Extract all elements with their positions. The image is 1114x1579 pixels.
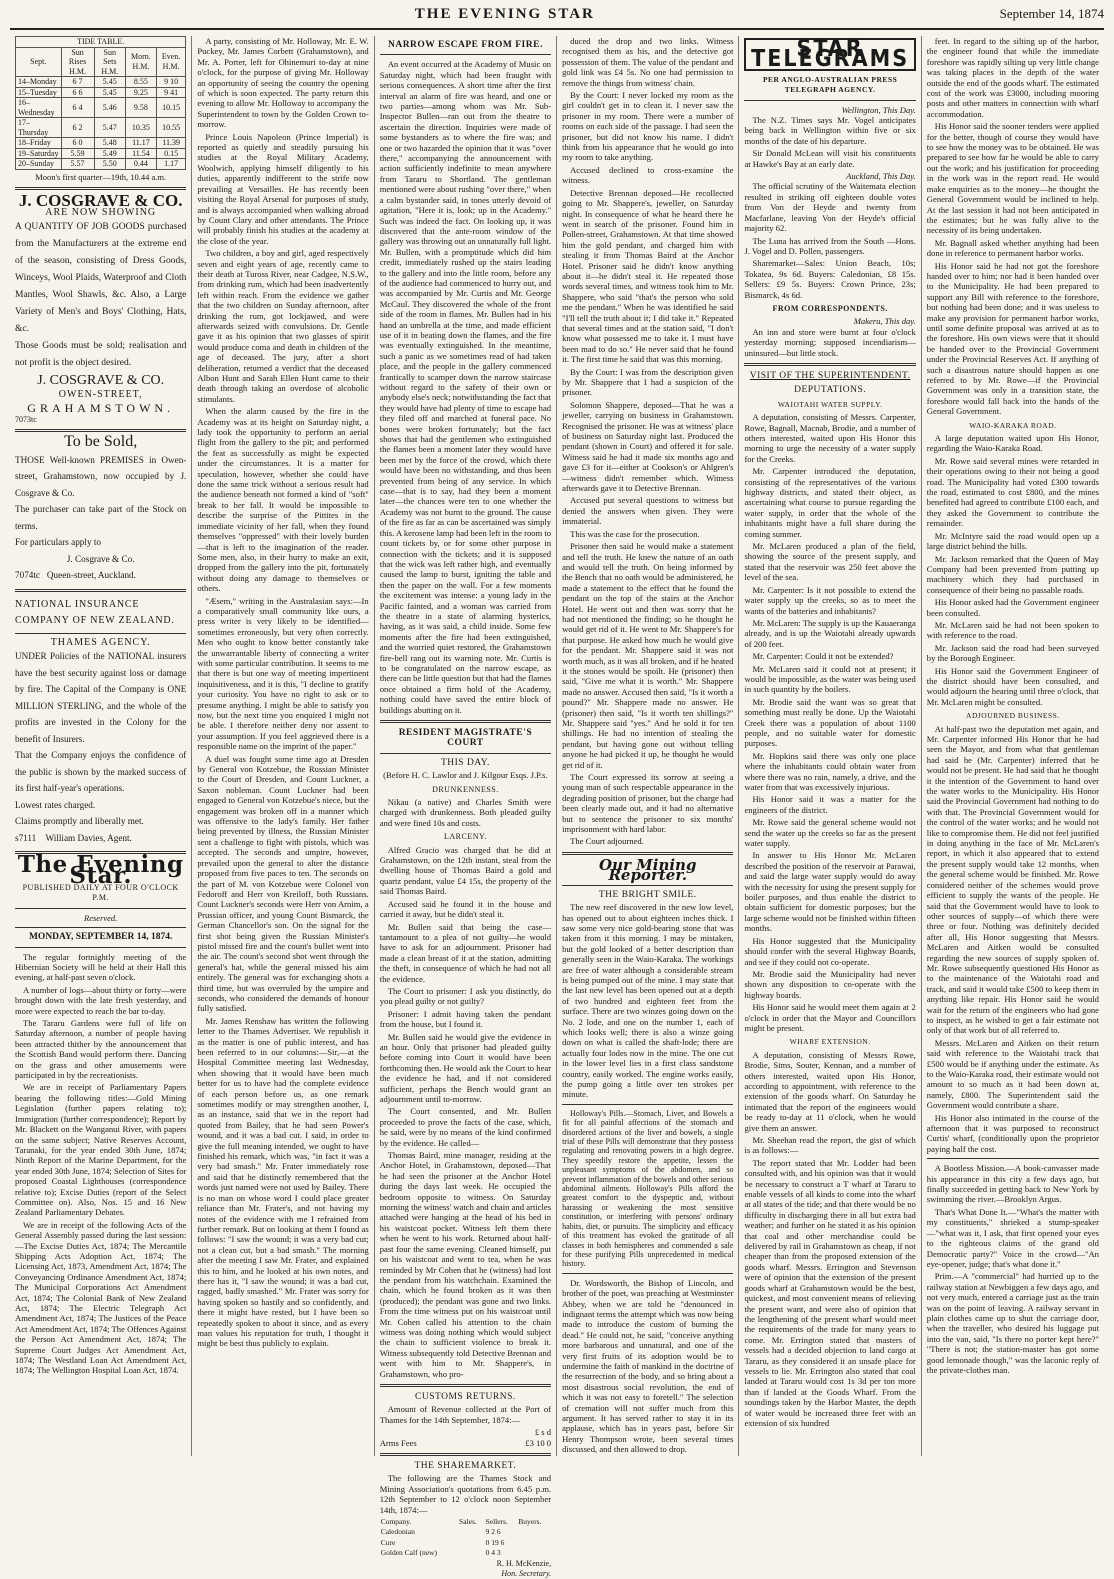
article-paragraph: Mr. Carpenter: Is it not possible to extend the water supply up the creeks, so as to meet the wants of the batteries and inhabitants? — [744, 584, 916, 616]
flag-title: The Evening Star. — [17, 851, 184, 889]
customs-lsd: £ s d — [534, 1427, 552, 1438]
insurance-ad-body-2: That the Company enjoys the confidence of the public is shown by the marked success of its first half-year's operations. — [15, 750, 187, 794]
wharf-continued — [927, 36, 1099, 417]
flag-date: MONDAY, SEPTEMBER 14, 1874. — [28, 932, 173, 943]
table-cell — [458, 1538, 485, 1548]
tide-table-title: TIDE TABLE. — [16, 37, 186, 48]
article-paragraph: His Honor said the Government Engineer of the district should have been consulted, and would adjourn the hearing until three o'clock, that Mr. McLaren might be consulted. — [926, 665, 1099, 707]
waiotahi-article — [744, 412, 915, 1033]
column-header: Sales. — [459, 1517, 477, 1527]
court-heading: RESIDENT MAGISTRATE'S COURT — [398, 728, 533, 749]
table-cell: 6 2 — [61, 118, 94, 138]
table-cell: 6 0 — [61, 138, 94, 149]
larceny-heading: LARCENY. — [444, 832, 487, 842]
table-cell: 15–Tuesday — [16, 87, 62, 98]
article-paragraph: The Court expressed its sorrow at seeing a young man of such respectable appearance in the degrading position of prisoner, but the charge had been clearly made out, and it had no alternative but to sentence the prisoner to six months' imprisonment with hard labor. — [562, 772, 734, 835]
mining-heading: Our Mining Reporter. — [599, 855, 697, 885]
column-4 — [557, 36, 739, 1456]
insurance-ad-agent: William Davies, Agent. — [45, 832, 132, 843]
article-paragraph: Mr. Bagnall asked whether anything had been done in reference to permanent harbor works. — [926, 237, 1099, 259]
drunk-text: Nikau (a native) and Charles Smith were charged with drunkenness. Both pleaded guilty and were fined 10s and costs. — [379, 797, 552, 828]
bishop-article: Dr. Wordsworth, the Bishop of Lincoln, and brother of the poet, was preaching at Westminster Abbey, when we are told he "denounced in indignant terms the attempt which was now being made to introduce the custom of burning the dead." He could not, he said, "conceive anything more barbarous and unnatural, and one of the very first fruits of its adoption would be to undermine the faith of mankind in the doctrine of the resurrection of the body, and so bring about a most disastrous social revolution, the end of which it was not easy to foretell." The selection of cremation will not suffer much from this argument. It has served rather to stay it in its applause, which has in years past, before Sir Henry Thompson wrote, been several times discussed, and then allowed to drop. — [562, 1277, 734, 1455]
table-cell: 0 19 6 — [485, 1537, 505, 1547]
share-row — [380, 1527, 551, 1537]
article-paragraph: "Æsem," writing in the Australasian says:—In a comparatively small community like ours, a press writer is very likely to be identified—sometimes erroneously, but very often correctly. Men who ought to know better constantly take the unwarrantable liberty of connecting a writer with some particular contribution. It seems to me that there is but one way of meeting impertinent inquisitiveness, and it is this, "I decline to gratify your curiosity. You have no right to ask or to presume anything. I might be able to satisfy you now, but the next time you enquired I might not be able. I therefore neither deny nor assent to your assumption. If you feel aggrieved there is a responsible name on the imprint of the paper." — [197, 595, 369, 752]
column-1 — [10, 36, 192, 1456]
tide-row — [16, 87, 186, 98]
column-3 — [375, 36, 557, 1579]
table-cell — [517, 1538, 551, 1548]
table-cell: Caledonian — [380, 1527, 415, 1537]
article-paragraph: By the Court: I never locked my room as the girl couldn't get in to clean it. I never saw the prisoner in my room. There were a number of rooms on each side of the passage. I had seen the prisoner, but did not know his name. I didn't think from his appearance that he would go into my room to take anything. — [562, 90, 734, 163]
table-cell: 11.39 — [156, 138, 186, 149]
table-cell: 6 6 — [61, 87, 94, 98]
column-1-articles — [15, 952, 186, 1376]
table-cell: 9.25 — [126, 87, 157, 98]
article-paragraph: Solomon Shappere, deposed—That he was a jeweller, carrying on business in Grahamstown. Recognised the prisoner. He was at witness' place of business on Saturday night last. Produced the pendant (shown in Court) and offered it for sale. Witness said he had it made six months ago and gave £3 for it—either at Cookson's or Ahlgren's—witness didn't remember which. Witness afterwards gave it to Detective Brennan. — [562, 399, 734, 494]
table-cell — [458, 1527, 485, 1537]
cosgrave-ad-town: GRAHAMSTOWN. — [27, 400, 175, 415]
table-cell: 0 4 3 — [485, 1548, 501, 1558]
article-paragraph: Mr. Brodie said the Municipality had never shown any disposition to co-operate with the highway boards. — [744, 968, 916, 1000]
makeru-dateline: Makeru, This day. — [853, 316, 916, 327]
article-paragraph: This was the case for the prosecution. — [570, 528, 700, 539]
sale-ad-terms: The purchaser can take part of the Stock on terms. — [15, 504, 187, 531]
article-paragraph: Prince Louis Napoleon (Prince Imperial) is reported as quietly and steadily pursuing his studies at the Royal Military Academy, Woolwich, applying himself diligently to his duties, apparently indifferent to the strife now prevailing at Versailles. He has recently been visiting the Royal Arsenal for purposes of study, and is always accompanied when walking abroad by Count Clary and other attendants. The Prince will probably finish his studies at the academy at the close of the year. — [197, 131, 369, 246]
article-paragraph: In answer to His Honor Mr. McLaren described the position of the reservoir at Parawai, and said the large water supply would do away with the necessity for using the present supply for boiler purposes, and thus enable the district to obtain sufficient for domestic purposes; but the large scheme would not be finished within fifteen months. — [744, 850, 916, 934]
article-paragraph: The regular fortnightly meeting of the Hibernian Society will be held at their Hall this evening, at half-past seven o'clock. — [15, 951, 187, 983]
share-signature-2: Hon. Secretary. — [501, 1569, 552, 1579]
share-signature-1: R. H. McKenzie, — [496, 1558, 552, 1568]
article-paragraph: His Honor also intimated in the course of the afternoon that it was purposed to reconstruct Curtis' wharf, (conditionally upon the proprietor paying half the cost. — [926, 1112, 1099, 1154]
table-cell: 10.55 — [156, 118, 186, 138]
table-cell: 14–Monday — [16, 77, 62, 88]
article-paragraph: A deputation, consisting of Messrs Rowe, Brodie, Sims, Souter, Kennan, and a number of others interested, waited upon His Honor, according to appointment, with reference to the extension of the goods wharf. On Saturday he intimated that the report of the engineers would be ready to-day at 11 o'clock, when he would give them an answer. — [744, 1049, 916, 1133]
customs-row — [380, 1438, 551, 1448]
cosgrave-ad-name: J. COSGRAVE & CO. — [18, 190, 183, 210]
article-paragraph: Mr. Jackson said the road had been surveyed by the Borough Engineer. — [926, 642, 1099, 664]
article-paragraph: His Honor asked had the Government engineer been consulted. — [926, 597, 1099, 618]
article-paragraph: We are in receipt of Parliamentary Papers bearing the following titles:—Gold Mining Legislation (further papers relating to); Immigration (further correspondence); Report by Mr. Blackett on the Wanganui River, with papers on the same subject; Native Reserves Account, Taranaki, for the year ended 30th June, 1874; Ninth Report of the Marine Department, for the year ended 30th June, 1874; Selection of Sites for proposed Coastal Lighthouses (correspondence relative to); Excise Duties (report of the Select Committee on). Also, Nos. 15 and 16 New Zealand Parliamentary Debates. — [15, 1082, 187, 1218]
article-paragraph: Mr. Jackson remarked that the Queen of May Company had been prevented from putting up machinery which they had purchased in consequence of their being no passable roads. — [926, 553, 1099, 595]
article-paragraph: A deputation, consisting of Messrs. Carpenter, Rowe, Bagnall, Macnab, Brodie, and a number of others interested, waited upon His Honor this morning to urge the necessity of a water supply for the Creeks. — [744, 412, 916, 464]
article-paragraph: By the Court: I was from the description given by Mr. Shappere that I had a suspicion of the prisoner. — [562, 366, 734, 398]
column-6 — [922, 36, 1104, 1456]
share-row — [380, 1538, 551, 1548]
article-paragraph: A party, consisting of Mr. Holloway, Mr. E. W. Puckey, Mr. James Corbett (Grahamstown), and Mr. A. Porter, left for Ohinemuri to-day at nine o'clock, for the purpose of giving Mr. Holloway an opportunity of seeing the country the opening of which is soon expected. The party return this evening to allow Mr. Holloway to accompany the Superintendent to town by the Golden Crown to-morrow. — [197, 36, 369, 130]
table-cell — [517, 1527, 551, 1537]
article-paragraph: Mr. Carpenter introduced the deputation, consisting of the representatives of the various highway districts, and stated their object, as ascertaining what course to pursue regarding the water supply, in order that the whole of the inhabitants might have a full share during the coming summer. — [744, 466, 916, 539]
waiotahi-heading: WAIOTAHI WATER SUPPLY. — [777, 399, 883, 409]
insurance-ad-body-1: UNDER Policies of the NATIONAL insurers have the best security against loss or damage by fire. The Capital of the Company is ONE MILLION STERLING, and the whole of the profits are invested in the Colony for the benefit of Insurers. — [15, 651, 187, 744]
article-paragraph: A large deputation waited upon His Honor, regarding the Waio-Karaka Road. — [926, 433, 1099, 454]
customs-text: Amount of Revenue collected at the Port of Thames for the 14th September, 1874:— — [379, 1404, 552, 1425]
article-paragraph: The N.Z. Times says Mr. Vogel anticipates being back in Wellington within five or six months of the date of his departure. — [744, 115, 916, 146]
article-paragraph: feet. In regard to the silting up of the harbor, the engineer found that while the immediate foreshore was rapidly silting up very little change was taking places in the depth of the water outside the end of the goods wharf. The estimated cost of the work was £3000, including mooring posts and other matters in connection with wharf accommodation. — [926, 36, 1099, 119]
article-paragraph: Mr. Rowe said the general scheme would not send the water up the creeks so far as the present water supply. — [744, 817, 916, 849]
table-cell: 9.58 — [126, 98, 157, 118]
column-header: Buyers. — [518, 1517, 542, 1527]
article-paragraph: A duel was fought some time ago at Dresden by General von Kotzebue, the Russian Minister to the Court of Dresden, and Count Luckner, a Saxon nobleman. Count Luckner had been engaged to General von Kotzebue's niece, but the engagement was broken off in a manner which was offensive to the lady's family. Her father being prevented by illness, the Russian Minister sent a challenge to fight with pistols, which was accepted. The seconds and umpire, however, prevailed upon the general to alter the distance proposed from five paces to ten. The seconds on the part of M. von Kotzebue were Colonel von Fedoroff and Herr von Kreiloff, both Russians. Count Luckner's seconds were Herr von Arnim, a Prussian officer, and young Count Bismarck, the German Chancellor's son. On the signal for the first shot being given the Russian Minister's pistol missed fire and the count's bullet went into the air. The count's second shot went through the general's hat, while the general missed his aim entirely. The general was for exchanging shots a third time, but was overruled by the umpire and seconds, who considered the demands of honour fully satisfied. — [197, 753, 369, 1014]
article-paragraph: The Tararu Gardens were full of life on Saturday afternoon, a number of people having been attracted thither by the announcement that the Scottish Band would perform there. Dancing on the grass and other amusements were participated in by the recreationists. — [15, 1018, 187, 1081]
insurance-ad-title: NATIONAL INSURANCE COMPANY OF NEW ZEALAND. — [15, 598, 175, 626]
bright-smile-text: The new reef discovered in the new low level, has opened out to about eighteen inches thick. I saw some very nice gold-bearing stone that was taken from it this morning. I may be mistaken, but the gold looked of a better description than generally seen in the Waio-Karaka. The workings are free of water although a considerable stream is being pumped out of the mine. I may state that the last new level has been opened out at a depth of two hundred and eighteen feet from the surface. There are two winzes going down on the No. 2 lode, and one on the number 1, each of which looks well; there is also a winze going down on what is called the shaft-lode; there are actually four lodes now in the mine. The one cut in the lower level lies in a first class sandstone country, easily worked. The engine works easily, the pump going a little over ten strokes per minute. — [562, 902, 734, 1100]
sale-ad-apply: For particulars apply to — [15, 537, 101, 548]
article-paragraph: We are in receipt of the following Acts of the General Assembly passed during the last session:—The Excise Duties Act, 1874; The Mercantile Shipping Acts Adoption Act, 1874; The Licensing Act, 1873, Amendment Act, 1874; The Conveyancing Ordinance Amendment Act, 1874; The Municipal Corporations Act Amendment Act, 1874; The Colonial Bank of New Zealand Act, 1874; The Electric Telegraph Act Amendment Act, 1874; The Justices of the Peace Act Amendment Act, 1874; The Offences Against the Person Act Amendment Act, 1874; The Supreme Court Judges Act Amendment Act, 1874; The Westland Loan Act Amendment Act, 1874; The Wellington Hospital Loan Act, 1874. — [15, 1219, 187, 1376]
table-cell: 18–Friday — [16, 138, 62, 149]
sale-ad-contact: J. Cosgrave & Co. — [66, 553, 135, 564]
article-paragraph: That's What Done It.—"What's the matter with my constituents," shrieked a stump-speaker—"what was it, I ask, that first opened your eyes to the righteous claims of the grand old Democratic party?" Voice in the crowd—"An eye-opener, judge; that's what done it." — [926, 1206, 1099, 1269]
article-paragraph: Detective Brennan deposed—He recollected going to Mr. Shappere's, jeweller, on Saturday night. In consequence of what he heard there he went in search of the prisoner. Found him in Pollen-street, Grahamstown. At that time showed him the gold pendant, and charged him with stealing it from Thomas Baird at the Anchor Hotel. Prisoner said he didn't know anything about it—he didn't steal it. He repeated those words several times, and witness took him to Mr. Shappere, who said "that's the person who sold me the pendant." When he was identified he said "I'll tell the truth about it; I did take it." Repeated that several times and at the station said, "I don't know what possessed me to take it. I must have been mad to do so." He never said that he found it. The first time he said that was this morning. — [562, 187, 734, 365]
deputations-heading: DEPUTATIONS. — [794, 385, 867, 396]
article-paragraph: The Court to prisoner: I ask you distinctly, do you plead guilty or not guilty? — [379, 985, 552, 1007]
insurance-ad-claims: Claims promptly and liberally met. — [15, 816, 144, 827]
article-paragraph: His Honor said the sooner tenders were applied for the better, though of course they would have to see how the money was to be obtained. He was prepared to see how far he would be able to carry out the work; and his justification for proceeding in the work was in the report read. He would make enquiries as to the money—he thought the General Government would be inclined to help. At the last session it had not been anticipated in the estimates; but he was fully alive to the necessity of its being undertaken. — [926, 121, 1099, 236]
cosgrave-ad-name-2: J. COSGRAVE & CO. — [37, 372, 165, 388]
column-header: Sept. — [16, 47, 62, 77]
makeru-text: An inn and store were burnt at four o'clock yesterday morning; supposed incendiarism—uninsured—but little stock. — [744, 326, 916, 358]
share-text: The following are the Thames Stock and Mining Association's quotations from 6.45 p.m. 12th September to 12 o'clock noon September 14th, 1874:— — [379, 1473, 552, 1515]
adjourned-heading: ADJOURNED BUSINESS. — [966, 711, 1060, 721]
table-cell — [517, 1548, 551, 1558]
table-cell: Golden Calf (new) — [380, 1548, 437, 1558]
masthead-date: September 14, 1874 — [999, 6, 1104, 21]
table-cell: 5.46 — [94, 98, 125, 118]
article-paragraph: Mr. Carpenter: Could it not be extended? — [752, 651, 894, 662]
article-paragraph: Alfred Gracio was charged that he did at Grahamstown, on the 12th instant, steal from the dwelling house of Thomas Baird a gold and quartz pendant, value £4 15s, the property of the said Thomas Baird. — [379, 844, 552, 897]
table-cell: 5.50 — [94, 159, 125, 170]
article-paragraph: Accused put several questions to witness but denied the answers when given. They were immaterial. — [562, 495, 734, 527]
sale-ad-title: To be Sold, — [64, 433, 138, 451]
article-paragraph: Mr. Bullen said that being the case—tantamount to a plea of not guilty—he would have to ask for an adjournment. Prisoner had made a clean breast of it at the station, admitting the theft, in consequence of which he had not all the evidence. — [379, 921, 552, 984]
article-paragraph: His Honor said it was a matter for the engineers of the district. — [744, 794, 916, 815]
cosgrave-ad-ref: 7073tc — [15, 414, 37, 424]
bright-smile-heading: THE BRIGHT SMILE. — [598, 889, 697, 900]
article-paragraph: A Bootless Mission.—A book-canvasser made his appearance in this city a few days ago, but finally succeeded in getting back to New York by swimming the river.—Brooklyn Argus. — [926, 1163, 1099, 1205]
customs-heading: CUSTOMS RETURNS. — [415, 1391, 516, 1402]
article-paragraph: Mr. James Renshaw has written the following letter to the Thames Advertiser. We republish it as the matter is one of public interest, and has been referred to in our columns:—Sir,—at the Hospital Committee meeting last Wednesday, when showing that it would have been much better for us to have had the complete evidence of each person before us, as one remark sometimes modify or may strengthen another, I, as an instance, said that we in the report had quoted from Bailey, that he had seen Power's wound, and it was a bad cut. I said, in order to give the full meaning intended, we ought to have finished his remark, which was, "in fact it was a very bad smash." Mr. Frater immediately rose and said that he distinctly remembered that the words just named were not used by Bailey. There is no man on whose word I could place greater reliance than Mr. Frater's, and not having my notes of the evidence with me I refrained from further remark. But on looking at them I found as follows: "I saw the wound; it was a very bad cut; not a clean cut, but a bad smash." The morning after the meeting I saw Mr. Frater, and explained this to him, and he looked at his own notes, and there has it, "I saw the wound; it was a bad cut, ragged, badly smashed." Mr. Frater was sorry for having spoken so hastily and so confidently, and there it might have rested, but I have been so repeatedly spoken to about it since, and as every man values his reputation for truth, I thought it might be best thus publicly to explain. — [197, 1015, 369, 1349]
masthead-title: THE EVENING STAR — [414, 6, 595, 22]
escape-article — [380, 59, 551, 715]
article-paragraph: The Court adjourned. — [570, 836, 644, 847]
flag-reserved: Reserved. — [84, 912, 118, 923]
wellington-news — [744, 115, 915, 169]
waio-heading: WAIO-KARAKA ROAD. — [969, 420, 1057, 430]
table-cell: 5.49 — [94, 148, 125, 159]
insurance-ad-ref: s7111 — [15, 832, 37, 843]
article-paragraph: Mr. Brodie said the want was so great that something must really be done. Up the Waiotahi Creek there was a population of about 1100 people, and no suitable water for domestic purposes. — [744, 696, 916, 749]
visit-heading: VISIT OF THE SUPERINTENDENT. — [749, 370, 911, 381]
article-paragraph: A number of logs—about thirty or forty—were brought down with the late fresh yesterday, and more were expected to reach the bar to-day. — [15, 984, 187, 1016]
article-paragraph: Prim.—A "commercial" had hurried up to the railway station at Newbiggen a few days ago, and not very much, entered a carriage just as the train was on the point of leaving. A railway servant in plain clothes came up to shut the carriage door, when the traveller, who desired his luggage put into the van, said, "Is there no porter kept here?" "There is not; the station-master has got some good lemonade though," was the laconic reply of the private-clothes man. — [926, 1271, 1099, 1375]
table-cell: 1.17 — [156, 159, 186, 170]
article-paragraph: Mr. McLaren said he had not been spoken to with reference to the road. — [926, 619, 1099, 641]
article-paragraph: Thomas Baird, mine manager, residing at the Anchor Hotel, in Grahamstown, deposed—That he had seen the prisoner at the Anchor Hotel during the days last week. He occupied the bedroom opposite to witness. On Saturday morning the witness' watch and chain and articles attached were hanging at the head of his bed in his waistcoat pocket. Witness left them there when he went to his work. Returned about half-past four the same evening. Cleaned himself, put on his waistcoat and went to tea, when he was reminded by Mr Cohen that he (witness) had lost the pendant from his watchchain. Examined the chain, which he found broken as it was then (produced); the pendant was gone and two links. From the time witness put on his waistcoat until Mr. Cohen called his attention to the chain witness was doing nothing which would subject the chain to sufficient violence to break it. Witness subsequently told Detective Brennan and went with him to Mr. Shappere's, in Grahamstown, who pro- — [379, 1150, 552, 1379]
masthead — [10, 6, 1104, 30]
article-paragraph: The official scrutiny of the Waitemata election resulted in striking off eighteen double votes from Von der Heyde and twenty from Macfarlane, leaving Von der Heyde's official majority 62. — [744, 181, 916, 234]
table-cell: 6 4 — [61, 98, 94, 118]
article-paragraph: An event occurred at the Academy of Music on Saturday night, which had been fraught with serious consequences. A short time after the first interval an alarm of fire was heard, and one or two parties—among whom was Mr. Sub-Inspector Bullen—ran out from the theatre to ascertain the direction. Inquiries were made of some bystanders as to where the fire was; and one or two hazarded the opinion that it was "over there," accompanying the announcement with action sufficiently indefinite to mean anywhere from Tararu to Shortland. The gentleman mentioned were about rushing "over there," when a calm bystander said, in tones utterly devoid of agitation, "Here it is, look; up in the Academy." Such was indeed the fact. On looking up, it was discovered that the ante-room window of the gallery was throwing out an unnaturally full light. Mr. Bullen, with a promptitude which did him credit, immediately rushed up the stairs leading to the gallery and into the little room, before any of the audience had commenced to hurry out, and was accompanied by Mr. Curtis and Mr. George McCaul. They discovered the whole of the front side of the room in flames. Mr. Bullen had in his hand an umbrella at the time, and made efficient use of it in beating down the flames, and the fire was eventually extinguished. In the meantime, such a panic as we sometimes read of had taken place, and the people in the gallery commenced frantically to scamper down the narrow staircase without regard to the safety of their own or anybody else's neck; notwithstanding the fact that they would have had plenty of time to escape had they filed off and marched at funeral pace. No bones were broken fortunately; but the fact shows that had the gentlemen who extinguished the flames been a moment later they would have been met by the force of the crowd, which there would have been no withstanding, and thus been prevented from being of any service. In which case—that is to say, had they been a moment later—the chances were ten to one whether the Academy was not burnt to the ground. The cause of the fire as far as can be ascertained was simply this. A kerosene lamp had been left in the room to count tickets by, or for some other purpose in connection with the tickets; and it is supposed that the wick was left rather high, and eventually caused the lamp to burst, igniting the table and then the paper on the wall. For a few moments the excitement was intense: a young lady in the Pacific fainted, and a woman was carried from the theatre in a state of alarming hysterics, having, as it was said, a child inside. Some few moments after the fire had been extinguished, and the worried quiet restored, the Grahamstown fire-bell rang out its warning note. Mr. Curtis is to be congratulated on the narrow escape, as there can be little question but that had the flames once obtained a firm hold of the Academy, nothing could have saved the entire block of buildings abutting on it. — [379, 59, 552, 715]
article-paragraph: Prisoner: I admit having taken the pendant from the house, but I found it. — [379, 1008, 552, 1030]
article-paragraph: Mr. McLaren produced a plan of the field, showing the source of the present supply, and stated that the reservoir was 250 feet above the level of the sea. — [744, 541, 916, 583]
column-header: Sellers. — [485, 1517, 508, 1527]
article-paragraph: Mr. McLaren: The supply is up the Kauaeranga already, and is up the Waiotahi already upwards of 200 feet. — [744, 617, 916, 649]
article-paragraph: The Court consented, and Mr. Bullen proceeded to prove the facts of the case, which, he said, were by no means of the kind confirmed by the evidence. He called— — [379, 1106, 552, 1148]
cosgrave-ad-street: OWEN-STREET, — [58, 389, 143, 401]
article-paragraph: When the alarm caused by the fire in the Academy was at its height on Saturday night, a lady took the opportunity to perform an aerial flight from the gallery to the pit; and performed the feat as successfully as might be expected under the circumstances. It is a matter for speculation, however, whether she could have done the same trick without a serious result had the audience beneath not formed a kind of "soft" break to her fall. It would be impossible to describe the surprise of the Pittites in the immediate vicinity of her fall, when they found themselves "oppressed" with their lovely burden—that is left to the imagination of the reader. Some men, also, in their hurry to make an exit, dropped from the gallery into the pit, fortunately without doing any damage to themselves or others. — [197, 406, 369, 594]
tide-row — [16, 77, 186, 88]
column-header: Sun Sets H.M. — [94, 47, 125, 77]
table-cell: 9 10 — [156, 77, 186, 88]
customs-amount: £3 10 0 — [525, 1437, 552, 1448]
court-continued — [562, 36, 733, 847]
column-2-articles — [197, 36, 368, 1349]
table-cell: 20–Sunday — [16, 159, 62, 170]
table-cell: 11.54 — [126, 148, 157, 159]
drunk-heading: DRUNKENNESS. — [432, 784, 499, 794]
cosgrave-ad-tail: Those Goods must be sold; realisation and not profit is the object desired. — [15, 340, 187, 368]
table-cell: 10.35 — [126, 118, 157, 138]
table-cell: 9 2 6 — [485, 1527, 501, 1537]
sale-ad — [15, 452, 186, 584]
insurance-ad-agency: THAMES AGENCY. — [50, 636, 151, 648]
article-paragraph: The report stated that Mr. Lodder had been consulted with, and his opinion was that it would be necessary to construct a T wharf at Tararu to enable vessels of all kinds to come into the wharf at all states of the tide; and that there would be no difficulty in discharging there in all but extra bad weather; and further on he stated it as his opinion that coal and other merchandise could be delivered by rail in Grahamstown as cheap, if not cheaper than from the proposed extension of the goods wharf. Messrs. Errington and Stevenson were of opinion that the extension of the present goods wharf at Grahamstown would be the best, quickest, and most convenient means of relieving the present want, and were also of opinion that the lengthening of the present wharf would meet the requirements of the trade for many years to come. Mr. Errington stated that masters of vessels had a decided objection to land cargo at Tararu, as they considered it an unsafe place for vessels to lie. Mr. Errington also stated that coal landed at Tararu would cost 1s 3d per ton more than if landed at the Goods Wharf. From the soundings taken by the Harbor Master, the depth of water would be increased three feet with an extension of six hundred — [744, 1157, 916, 1428]
column-header: Morn. H.M. — [126, 47, 157, 77]
article-paragraph: Accused declined to cross-examine the witness. — [562, 164, 734, 186]
column-header: Sun Rises H.M. — [61, 47, 94, 77]
tide-row — [16, 118, 186, 138]
table-cell: Cure — [380, 1537, 396, 1547]
share-row — [380, 1548, 551, 1558]
tide-row — [16, 148, 186, 159]
table-cell: 5.48 — [94, 138, 125, 149]
tide-row — [16, 138, 186, 149]
share-table — [380, 1517, 551, 1559]
sale-ad-body: THOSE Well-known PREMISES in Owen-street, Grahamstown, now occupied by J. Cosgrave & Co. — [15, 454, 187, 498]
share-heading: THE SHAREMARKET. — [414, 1461, 517, 1471]
moon-note: Moon's first quarter—19th, 10.44 a.m. — [35, 171, 167, 182]
column-header: Company. — [380, 1517, 412, 1527]
table-cell: 5.57 — [61, 159, 94, 170]
table-cell: 17–Thursday — [16, 118, 62, 138]
article-paragraph: Messrs. McLaren and Aitken on their return said with reference to the Waiotahi track that £500 would be if anything under the estimate. As to the Waio-Karaka road, their estimate would not amount to so much as it had been down at, namely, £800. The Superintendent said the Government would contribute a share. — [926, 1037, 1099, 1111]
article-paragraph: Prisoner then said he would make a statement and tell the truth. He knew the nature of an oath and would tell the truth. On being informed by the Bench that no oath would be administered, he made a statement to the effect that he found the pendant on the top of the stairs at the Anchor Hotel. He went out and then was sorry that he had not mentioned the finding; so he thought he would get rid of it. He went to Mr. Shappere's for that purpose. He asked how much he would give for the pendant. Mr. Shappere said it was not worth much, as it was all broken, and if he heated it the stones would be spoilt. He (prisoner) then said, "Give me what it is worth." Mr. Shappere made no answer. Accused then said, "Is it worth a pound?" Mr. Shappere made no answer. He (prisoner) then said, "Is it worth ten shillings?" Mr. Shappere said "yes." And he sold it for ten shillings. He had no intention of stealing the pendant, but having gone out without telling anyone he had picked it up, he thought he would get rid of it. — [562, 541, 734, 770]
adjourned-article — [927, 724, 1099, 1155]
article-paragraph: Accused said he found it in the house and carried it away, but he didn't steal it. — [379, 898, 552, 920]
auckland-dateline: Auckland, This Day. — [846, 171, 916, 182]
telegrams-heading: STAR TELEGRAMS — [744, 38, 915, 71]
escape-heading: NARROW ESCAPE FROM FIRE. — [387, 40, 543, 50]
table-cell: 0.15 — [156, 148, 186, 159]
column-2 — [192, 36, 374, 1456]
article-paragraph: Mr. McIntyre said the road would open up a large district behind the hills. — [926, 530, 1099, 552]
table-cell: 0.44 — [126, 159, 157, 170]
court-day: THIS DAY. — [440, 757, 490, 768]
article-paragraph: Sharemarket—Sales: Union Beach, 10s; Tokatea, 9s 6d. Buyers: Caledonian, £8 15s. Sellers: £9 5s. Buyers: Crown Prince, 23s; Bismarck, 4s 6d. — [744, 258, 916, 300]
article-paragraph: Mr. Bullen said he would give the evidence in an hour. Only that prisoner had pleaded guilty before coming into Court it would have been forthcoming then. He would ask the Court to hear the evidence he had, and if not considered sufficient, perhaps the Bench would grant an adjournment until to-morrow. — [379, 1031, 552, 1104]
customs-item: Arms Fees — [379, 1437, 417, 1448]
auckland-news — [744, 181, 915, 299]
telegrams-agency: PER ANGLO-AUSTRALIAN PRESS TELEGRAPH AGENCY. — [762, 74, 898, 95]
cosgrave-ad-showing: ARE NOW SHOWING — [45, 207, 157, 219]
wellington-dateline: Wellington, This Day. — [841, 104, 916, 115]
article-paragraph: His Honor suggested that the Municipality should confer with the several Highway Boards, and see if they could not co-operate. — [744, 935, 916, 967]
wharf-article — [744, 1050, 915, 1429]
article-paragraph: His Honor said he had not got the foreshore handed over to him; nor had it been handed over to the Municipality. He had been prepared to support any Bill with reference to the foreshore, but nothing had been done; and it was useless to make any provision for permanent harbor works, until some definite proposal was arrived at as to the foreshore. His own views were that it should be handed over to the Provincial Government under the Provincial Reserves Act. If anything of such a disastrous nature should happen as one referred to by Mr. Rowe—if the Provincial Government was only in a transition state, the foreshore would fall back into the hands of the General Government. — [926, 260, 1099, 417]
article-paragraph: Two children, a boy and girl, aged respectively seven and eight years of age, recently came to their death at Tuross River, near Cadgee, N.S.W., from drinking rum, which had been inadvertently left within reach. From the evidence we gather that the two children on Sunday afternoon, after drinking the rum, got lockjawed, and were afterwards seized with convulsions. Dr. Gentle gave it as his opinion that two glasses of spirit would produce coma and death in children of the age of deceased. The jury, after a short deliberation, returned a verdict that the deceased Albon Hunt and Sarah Ellen Hunt came to their death through taking an overdose of alcoholic stimulants. — [197, 248, 369, 404]
tide-table — [15, 36, 186, 170]
correspondents-heading: FROM CORRESPONDENTS. — [772, 303, 888, 313]
tide-row — [16, 98, 186, 118]
table-cell: 5.45 — [94, 87, 125, 98]
table-cell: 9 41 — [156, 87, 186, 98]
sale-ad-ref: 7074tc — [15, 570, 41, 581]
holloway-ad: Holloway's Pills.—Stomach, Liver, and Bowels a fit for all painful affections of the stomach and disordered actions of the liver and bowels, a single trial of these Pills will demonstrate that they possess regulating and renovating powers in a high degree. They speedily restore the appetite, lessen the unpleasant symptoms of the abdomen, and so prevent inflammation of the bowels and other serious abdominal ailments. Holloway's Pills afford the greatest comfort to the dyspeptic and, without harassing or weakening the most sensitive constitution, or interfering with persons' ordinary habits, diet, or pursuits. The simplicity and efficacy of this treatment has evoked the gratitude of all classes in both hemispheres and commended a sale for these purifying Pills unprecedented in medical history. — [562, 1108, 734, 1269]
table-cell — [458, 1548, 485, 1558]
table-cell: 10.15 — [156, 98, 186, 118]
article-paragraph: Mr. Sheehan read the report, the gist of which is as follows:— — [744, 1135, 916, 1156]
waio-article — [927, 433, 1099, 707]
table-cell: 6 7 — [61, 77, 94, 88]
insurance-ad — [15, 648, 186, 846]
cosgrave-ad-text: A QUANTITY OF JOB GOODS purchased from the Manufacturers at the extreme end of the season, consisting of Dress Goods, Winceys, Wool Plaids, Waterproof and Cloth Mantles, Wool Shawls, &c. Also, a Large Variety of Men's and Boys' Clothing, Hats, &c. — [15, 221, 187, 334]
table-cell: 19–Saturday — [16, 148, 62, 159]
table-cell: 5.47 — [94, 118, 125, 138]
table-cell: 5.59 — [61, 148, 94, 159]
misc-paragraphs — [927, 1163, 1099, 1375]
article-paragraph: Mr. Rowe said several mines were retarded in their operations owing to their not being a good road. The Municipality had voted £300 towards the road, estimated to cost £800, and the mines benefited had agreed to contribute £100 each, and they asked the Government to contribute the remainder. — [926, 455, 1099, 529]
column-5 — [739, 36, 921, 1456]
sale-ad-address: Queen-street, Auckland. — [46, 570, 136, 581]
tide-row — [16, 159, 186, 170]
table-cell: 16–Wednesday — [16, 98, 62, 118]
wharf-heading: WHARF EXTENSION. — [789, 1037, 871, 1047]
article-paragraph: duced the drop and two links. Witness recognised them as his, and the detective got possession of them. The value of the pendant and gold link was £4 5s. No one had permission to remove the things from witness' chain. — [562, 36, 734, 88]
cosgrave-ad-body — [15, 219, 186, 372]
article-paragraph: The Luna has arrived from the South —Hons. J. Vogel and D. Pollen, passengers. — [744, 235, 916, 256]
column-header: Even. H.M. — [156, 47, 186, 77]
article-paragraph: Mr. McLaren said it could not at present; it would be impossible, as the water was being used in such quantity by the boilers. — [744, 663, 916, 695]
insurance-ad-rates: Lowest rates charged. — [15, 799, 96, 810]
flag-published: PUBLISHED DAILY AT FOUR O'CLOCK P.M. — [22, 882, 179, 903]
article-paragraph: His Honor said he would meet them again at 2 o'clock in order that the Mayor and Councillors might be present. — [744, 1002, 916, 1033]
article-paragraph: Mr. Hopkins said there was only one place where the inhabitants could obtain water from where there was no rain, namely, a drive, and the water from that was excessively injurious. — [744, 750, 916, 792]
columns — [10, 36, 1104, 1579]
larceny-article — [380, 845, 551, 1379]
table-cell: 11.17 — [126, 138, 157, 149]
table-cell: 5.45 — [94, 77, 125, 88]
article-paragraph: Sir Donald McLean will visit his constituents at Hawke's Bay at an early date. — [744, 148, 916, 169]
article-paragraph: At half-past two the deputation met again, and Mr. Carpenter informed His Honor that he had seen the Mayor, and from what that gentleman had said he (Mr. Carpenter) inferred that he would not be present. He had said that he thought it the intention of the Government to hand over the water works to the Municipality. His Honor said the Provincial Government had nothing to do with that. The Provincial Government would for the control of the water works; and he would not like to compromise them. He did not feel justified in doing anything in the face of Mr. McLaren's report, in which it also appeared that to extend the present supply would take 12 months, when the general scheme would be finished. Mr. Rowe considered neither of the schemes would prove efficient to supply the wants of the people. He said that the Government would have to look to other sources of supply—of which there were three or four. Nothing was definitely decided after all, His Honor suggesting that Messrs. McLaren and Aitken would be consulted regarding the new sources of supply spoken of. Mr. Rowe subsequently questioned His Honor as to the maintenance of the Waiotahi road and track, and said it would take £500 to keep them in anything like repair. His Honor said he would wait for the return of the engineers who had gone to inspect, as he wished to get a fair estimate not only of that work but of all referred to. — [926, 723, 1099, 1036]
court-before: (Before H. C. Lawlor and J. Kilgour Esqs. J.P.s. — [383, 770, 548, 781]
table-cell: 8.55 — [126, 77, 157, 88]
